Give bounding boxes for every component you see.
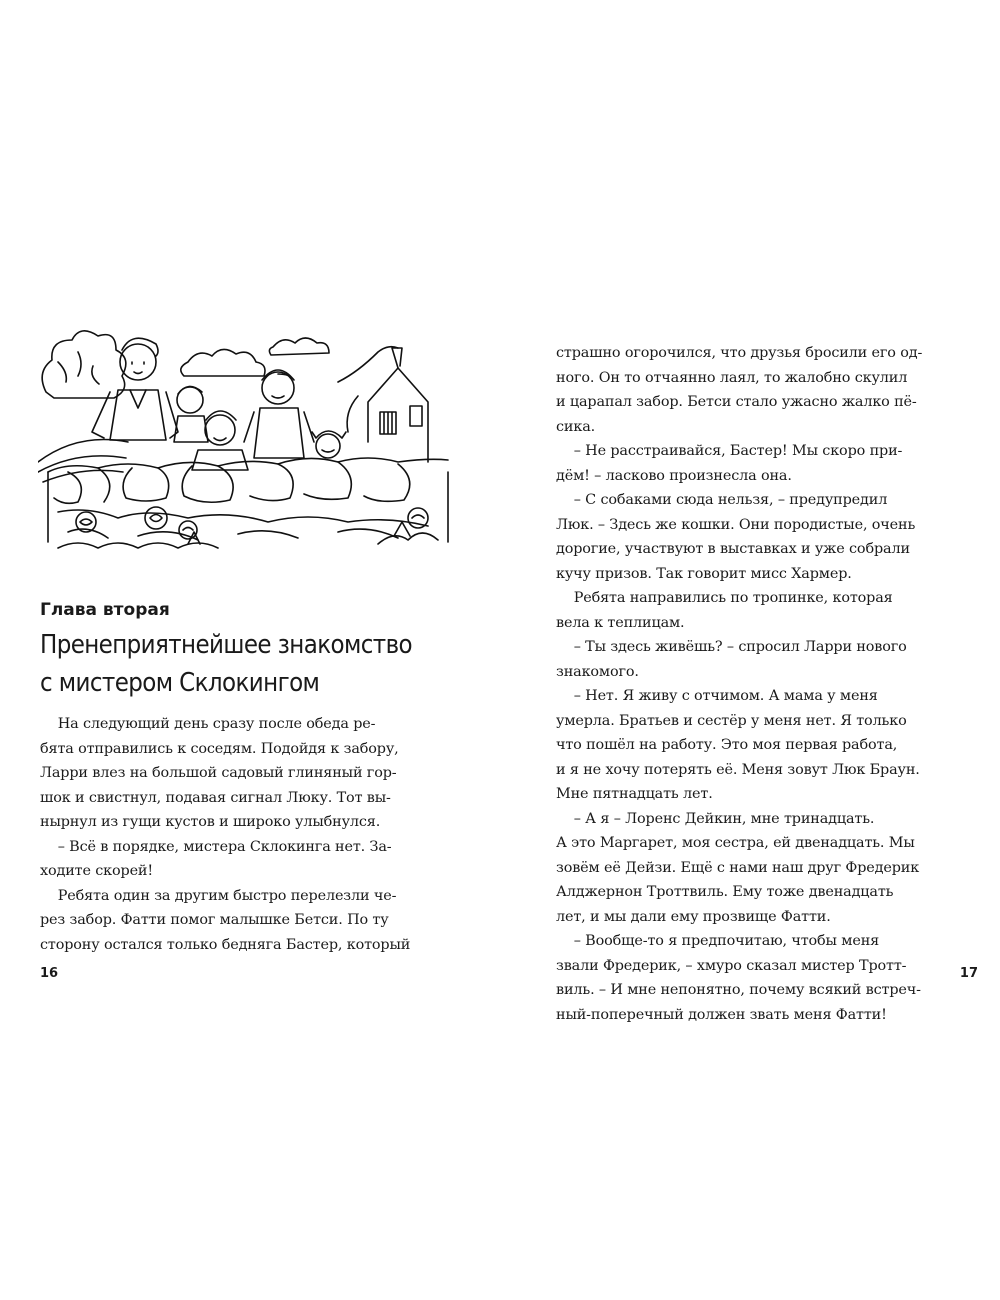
right-page-text xyxy=(556,341,980,1027)
text-line: – Ты здесь живёшь? – спросил Ларри нового xyxy=(556,639,907,655)
text-line: ходите скорей! xyxy=(40,863,154,879)
text-line: сторону остался только бедняга Бастер, который xyxy=(40,936,411,953)
text-line: ного. Он то отчаянно лаял, то жалобно скулил xyxy=(556,369,908,386)
right-page xyxy=(500,0,1000,1300)
text-line: что пошёл на работу. Это моя первая работа, xyxy=(556,737,898,753)
text-line: бята отправились к соседям. Подойдя к забору, xyxy=(40,740,399,757)
text-line: – Всё в порядке, мистера Склокинга нет. За- xyxy=(40,838,392,855)
text-line: нырнул из гущи кустов и широко улыбнулся. xyxy=(40,814,381,830)
chapter-title xyxy=(40,626,460,702)
chapter-title-line: Пренеприятнейшее знакомство xyxy=(40,630,412,660)
text-line: А это Маргарет, моя сестра, ей двенадцать. Мы xyxy=(556,835,915,851)
text-line: и царапал забор. Бетси стало ужасно жалко пё- xyxy=(556,394,917,410)
text-line: – Вообще-то я предпочитаю, чтобы меня xyxy=(556,933,880,949)
text-line: рез забор. Фатти помог малышке Бетси. По ту xyxy=(40,912,389,928)
text-line: – С собаками сюда нельзя, – предупредил xyxy=(556,492,888,508)
text-line: кучу призов. Так говорит мисс Хармер. xyxy=(556,565,852,582)
text-line: дём! – ласково произнесла она. xyxy=(556,467,792,484)
text-line: На следующий день сразу после обеда ре- xyxy=(40,716,376,732)
text-line: звали Фредерик, – хмуро сказал мистер Тротт- xyxy=(556,957,907,974)
text-line: сика. xyxy=(556,418,596,435)
text-line: ный-поперечный должен звать меня Фатти! xyxy=(556,1006,887,1023)
text-line: Мне пятнадцать лет. xyxy=(556,786,713,802)
chapter-label: Глава вторая xyxy=(40,600,170,620)
text-line: дорогие, участвуют в выставках и уже собрали xyxy=(556,541,910,557)
text-line: Алджернон Троттвиль. Ему тоже двенадцать xyxy=(556,884,894,900)
text-line: умерла. Братьев и сестёр у меня нет. Я только xyxy=(556,712,907,729)
text-line: и я не хочу потерять её. Меня зовут Люк Браун. xyxy=(556,761,920,778)
text-line: – Нет. Я живу с отчимом. А мама у меня xyxy=(556,688,878,704)
chapter-illustration xyxy=(38,322,460,554)
text-line: – Не расстраивайся, Бастер! Мы скоро при- xyxy=(556,443,903,459)
left-page-text xyxy=(40,712,464,957)
text-line: – А я – Лоренс Дейкин, мне тринадцать. xyxy=(556,810,875,827)
text-line: лет, и мы дали ему прозвище Фатти. xyxy=(556,908,831,925)
text-line: знакомого. xyxy=(556,663,639,680)
text-line: Люк. – Здесь же кошки. Они породистые, очень xyxy=(556,516,916,533)
text-line: Ребята направились по тропинке, которая xyxy=(556,590,893,606)
page-number-right: 17 xyxy=(959,966,978,981)
text-line: Ларри влез на большой садовый глиняный гор- xyxy=(40,765,397,781)
text-line: шок и свистнул, подавая сигнал Люку. Тот вы- xyxy=(40,789,391,806)
text-line: вела к теплицам. xyxy=(556,614,685,631)
text-line: зовём её Дейзи. Ещё с нами наш друг Фредерик xyxy=(556,859,920,876)
text-line: Ребята один за другим быстро перелезли че- xyxy=(40,887,397,904)
text-line: виль. – И мне непонятно, почему всякий встреч- xyxy=(556,982,921,998)
text-line: страшно огорочился, что друзья бросили его од- xyxy=(556,345,923,361)
page-number-left: 16 xyxy=(40,966,59,981)
children-behind-stone-wall-drawing xyxy=(38,322,460,554)
chapter-title-line: с мистером Склокингом xyxy=(40,668,320,698)
